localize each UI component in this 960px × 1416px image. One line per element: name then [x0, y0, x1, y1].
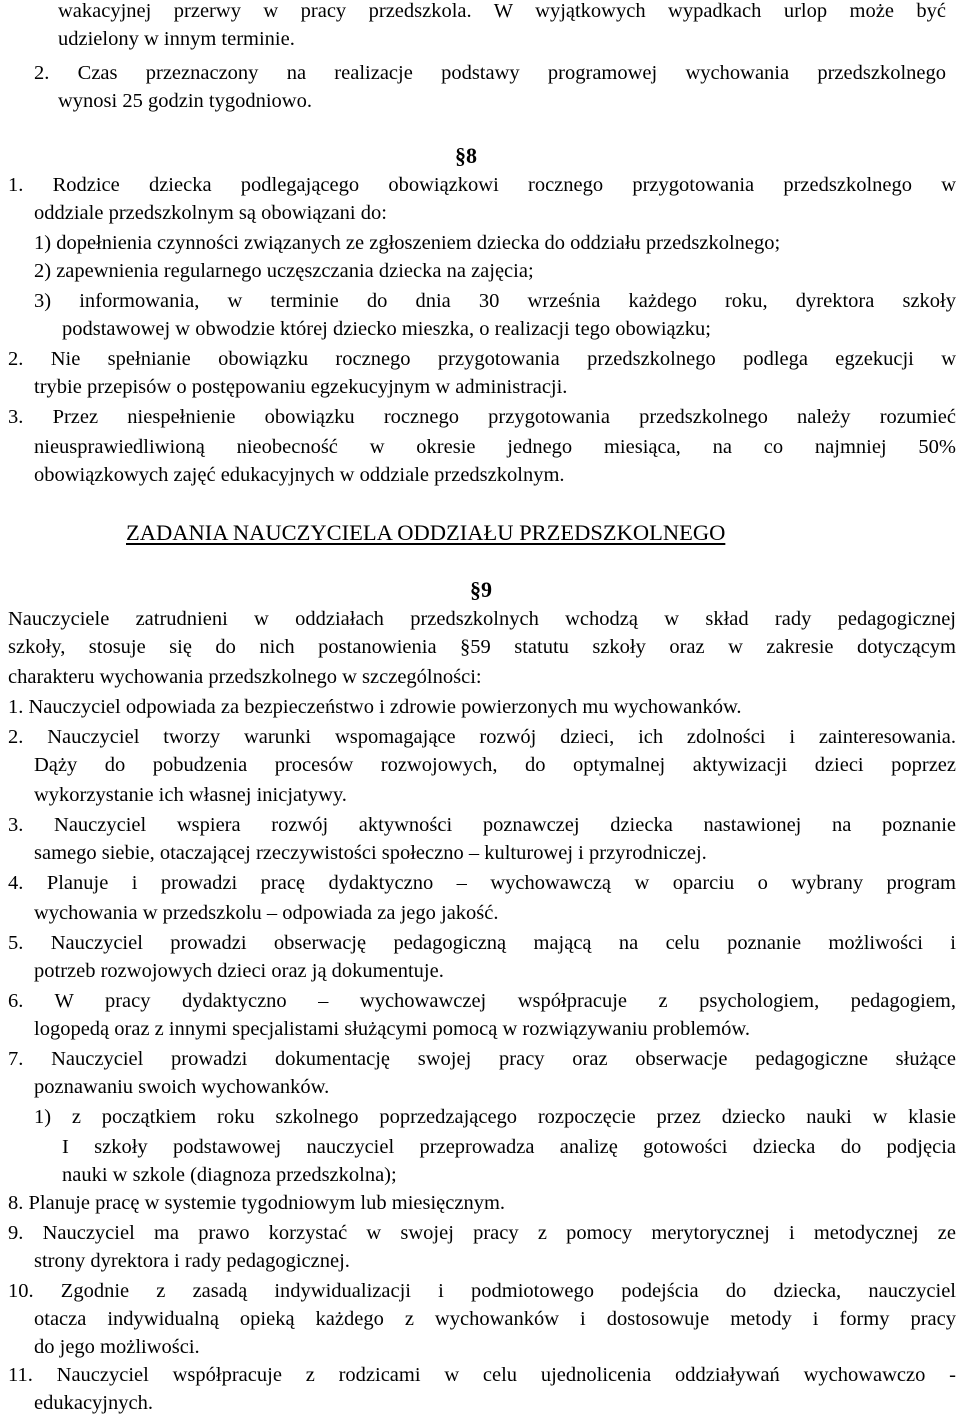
text-line: 7. Nauczyciel prowadzi dokumentację swojej pracy oraz obserwacje pedagogiczne służące — [8, 1048, 956, 1070]
text-line: 2. Nie spełnianie obowiązku rocznego przygotowania przedszkolnego podlega egzekucji w — [8, 348, 956, 370]
text-line: charakteru wychowania przedszkolnego w szczególności: — [8, 666, 482, 688]
section-heading: ZADANIA NAUCZYCIELA ODDZIAŁU PRZEDSZKOLNEGO — [126, 520, 726, 545]
text-line: Nauczyciele zatrudnieni w oddziałach przedszkolnych wchodzą w skład rady pedagogicznej — [8, 608, 956, 630]
text-line: 1) dopełnienia czynności związanych ze zgłoszeniem dziecka do oddziału przedszkolnego; — [34, 232, 781, 254]
text-line: potrzeb rozwojowych dzieci oraz ją dokumentuje. — [34, 960, 444, 982]
text-line: 3. Nauczyciel wspiera rozwój aktywności poznawczej dziecka nastawionej na poznanie — [8, 814, 956, 836]
text-line: edukacyjnych. — [34, 1392, 153, 1414]
text-line: szkoły, stosuje się do nich postanowienia §59 statutu szkoły oraz w zakresie dotyczącym — [8, 636, 956, 658]
text-line: nieusprawiedliwioną nieobecność w okresie jednego miesiąca, na co najmniej 50% — [34, 436, 956, 458]
text-line: wykorzystanie ich własnej inicjatywy. — [34, 784, 347, 806]
text-line: wynosi 25 godzin tygodniowo. — [58, 90, 312, 112]
section-9-label: §9 — [470, 577, 492, 602]
text-line: nauki w szkole (diagnoza przedszkolna); — [62, 1164, 397, 1186]
text-line: 2. Nauczyciel tworzy warunki wspomagające rozwój dzieci, ich zdolności i zainteresowania. — [8, 726, 956, 748]
text-line: 4. Planuje i prowadzi pracę dydaktyczno – wychowawczą w oparciu o wybrany program — [8, 872, 956, 894]
text-line: poznawaniu swoich wychowanków. — [34, 1076, 330, 1098]
text-line: 5. Nauczyciel prowadzi obserwację pedagogiczną mającą na celu poznanie możliwości i — [8, 932, 956, 954]
section-8-label: §8 — [455, 143, 477, 168]
text-line: I szkoły podstawowej nauczyciel przeprowadza analizę gotowości dziecka do podjęcia — [62, 1136, 956, 1158]
text-line: trybie przepisów o postępowaniu egzekucyjnym w administracji. — [34, 376, 568, 398]
text-line: samego siebie, otaczającej rzeczywistości społeczno – kulturowej i przyrodniczej. — [34, 842, 707, 864]
text-line: 8. Planuje pracę w systemie tygodniowym lub miesięcznym. — [8, 1192, 506, 1214]
text-line: podstawowej w obwodzie której dziecko mieszka, o realizacji tego obowiązku; — [62, 318, 711, 340]
text-line: otacza indywidualną opieką każdego z wychowanków i dostosowuje metody i formy pracy — [34, 1308, 956, 1330]
text-line: 1) z początkiem roku szkolnego poprzedzającego rozpoczęcie przez dziecko nauki w klasie — [34, 1106, 956, 1128]
text-line: 1. Nauczyciel odpowiada za bezpieczeństwo i zdrowie powierzonych mu wychowanków. — [8, 696, 742, 718]
text-line: wakacyjnej przerwy w pracy przedszkola. W wyjątkowych wypadkach urlop może być — [58, 0, 946, 22]
text-line: 2) zapewnienia regularnego uczęszczania dziecka na zajęcia; — [34, 260, 534, 282]
text-line: 3) informowania, w terminie do dnia 30 września każdego roku, dyrektora szkoły — [34, 290, 956, 312]
text-line: logopedą oraz z innymi specjalistami służącymi pomocą w rozwiązywaniu problemów. — [34, 1018, 750, 1040]
text-line: 9. Nauczyciel ma prawo korzystać w swojej pracy z pomocy merytorycznej i metodycznej ze — [8, 1222, 956, 1244]
text-line: 6. W pracy dydaktyczno – wychowawczej współpracuje z psychologiem, pedagogiem, — [8, 990, 956, 1012]
text-line: do jego możliwości. — [34, 1336, 200, 1358]
text-line: 11. Nauczyciel współpracuje z rodzicami w celu ujednolicenia oddziaływań wychowawczo - — [8, 1364, 956, 1386]
text-line: oddziale przedszkolnym są obowiązani do: — [34, 202, 387, 224]
text-line: strony dyrektora i rady pedagogicznej. — [34, 1250, 350, 1272]
text-line: obowiązkowych zajęć edukacyjnych w oddziale przedszkolnym. — [34, 464, 565, 486]
text-line: 1. Rodzice dziecka podlegającego obowiązkowi rocznego przygotowania przedszkolnego w — [8, 174, 956, 196]
text-line: wychowania w przedszkolu – odpowiada za jego jakość. — [34, 902, 499, 924]
text-line: 10. Zgodnie z zasadą indywidualizacji i podmiotowego podejścia do dziecka, nauczyciel — [8, 1280, 956, 1302]
text-line: 2. Czas przeznaczony na realizacje podstawy programowej wychowania przedszkolnego — [34, 62, 946, 84]
text-line: 3. Przez niespełnienie obowiązku rocznego przygotowania przedszkolnego należy rozumieć — [8, 406, 956, 428]
text-line: udzielony w innym terminie. — [58, 28, 295, 50]
text-line: Dąży do pobudzenia procesów rozwojowych, do optymalnej aktywizacji dzieci poprzez — [34, 754, 956, 776]
